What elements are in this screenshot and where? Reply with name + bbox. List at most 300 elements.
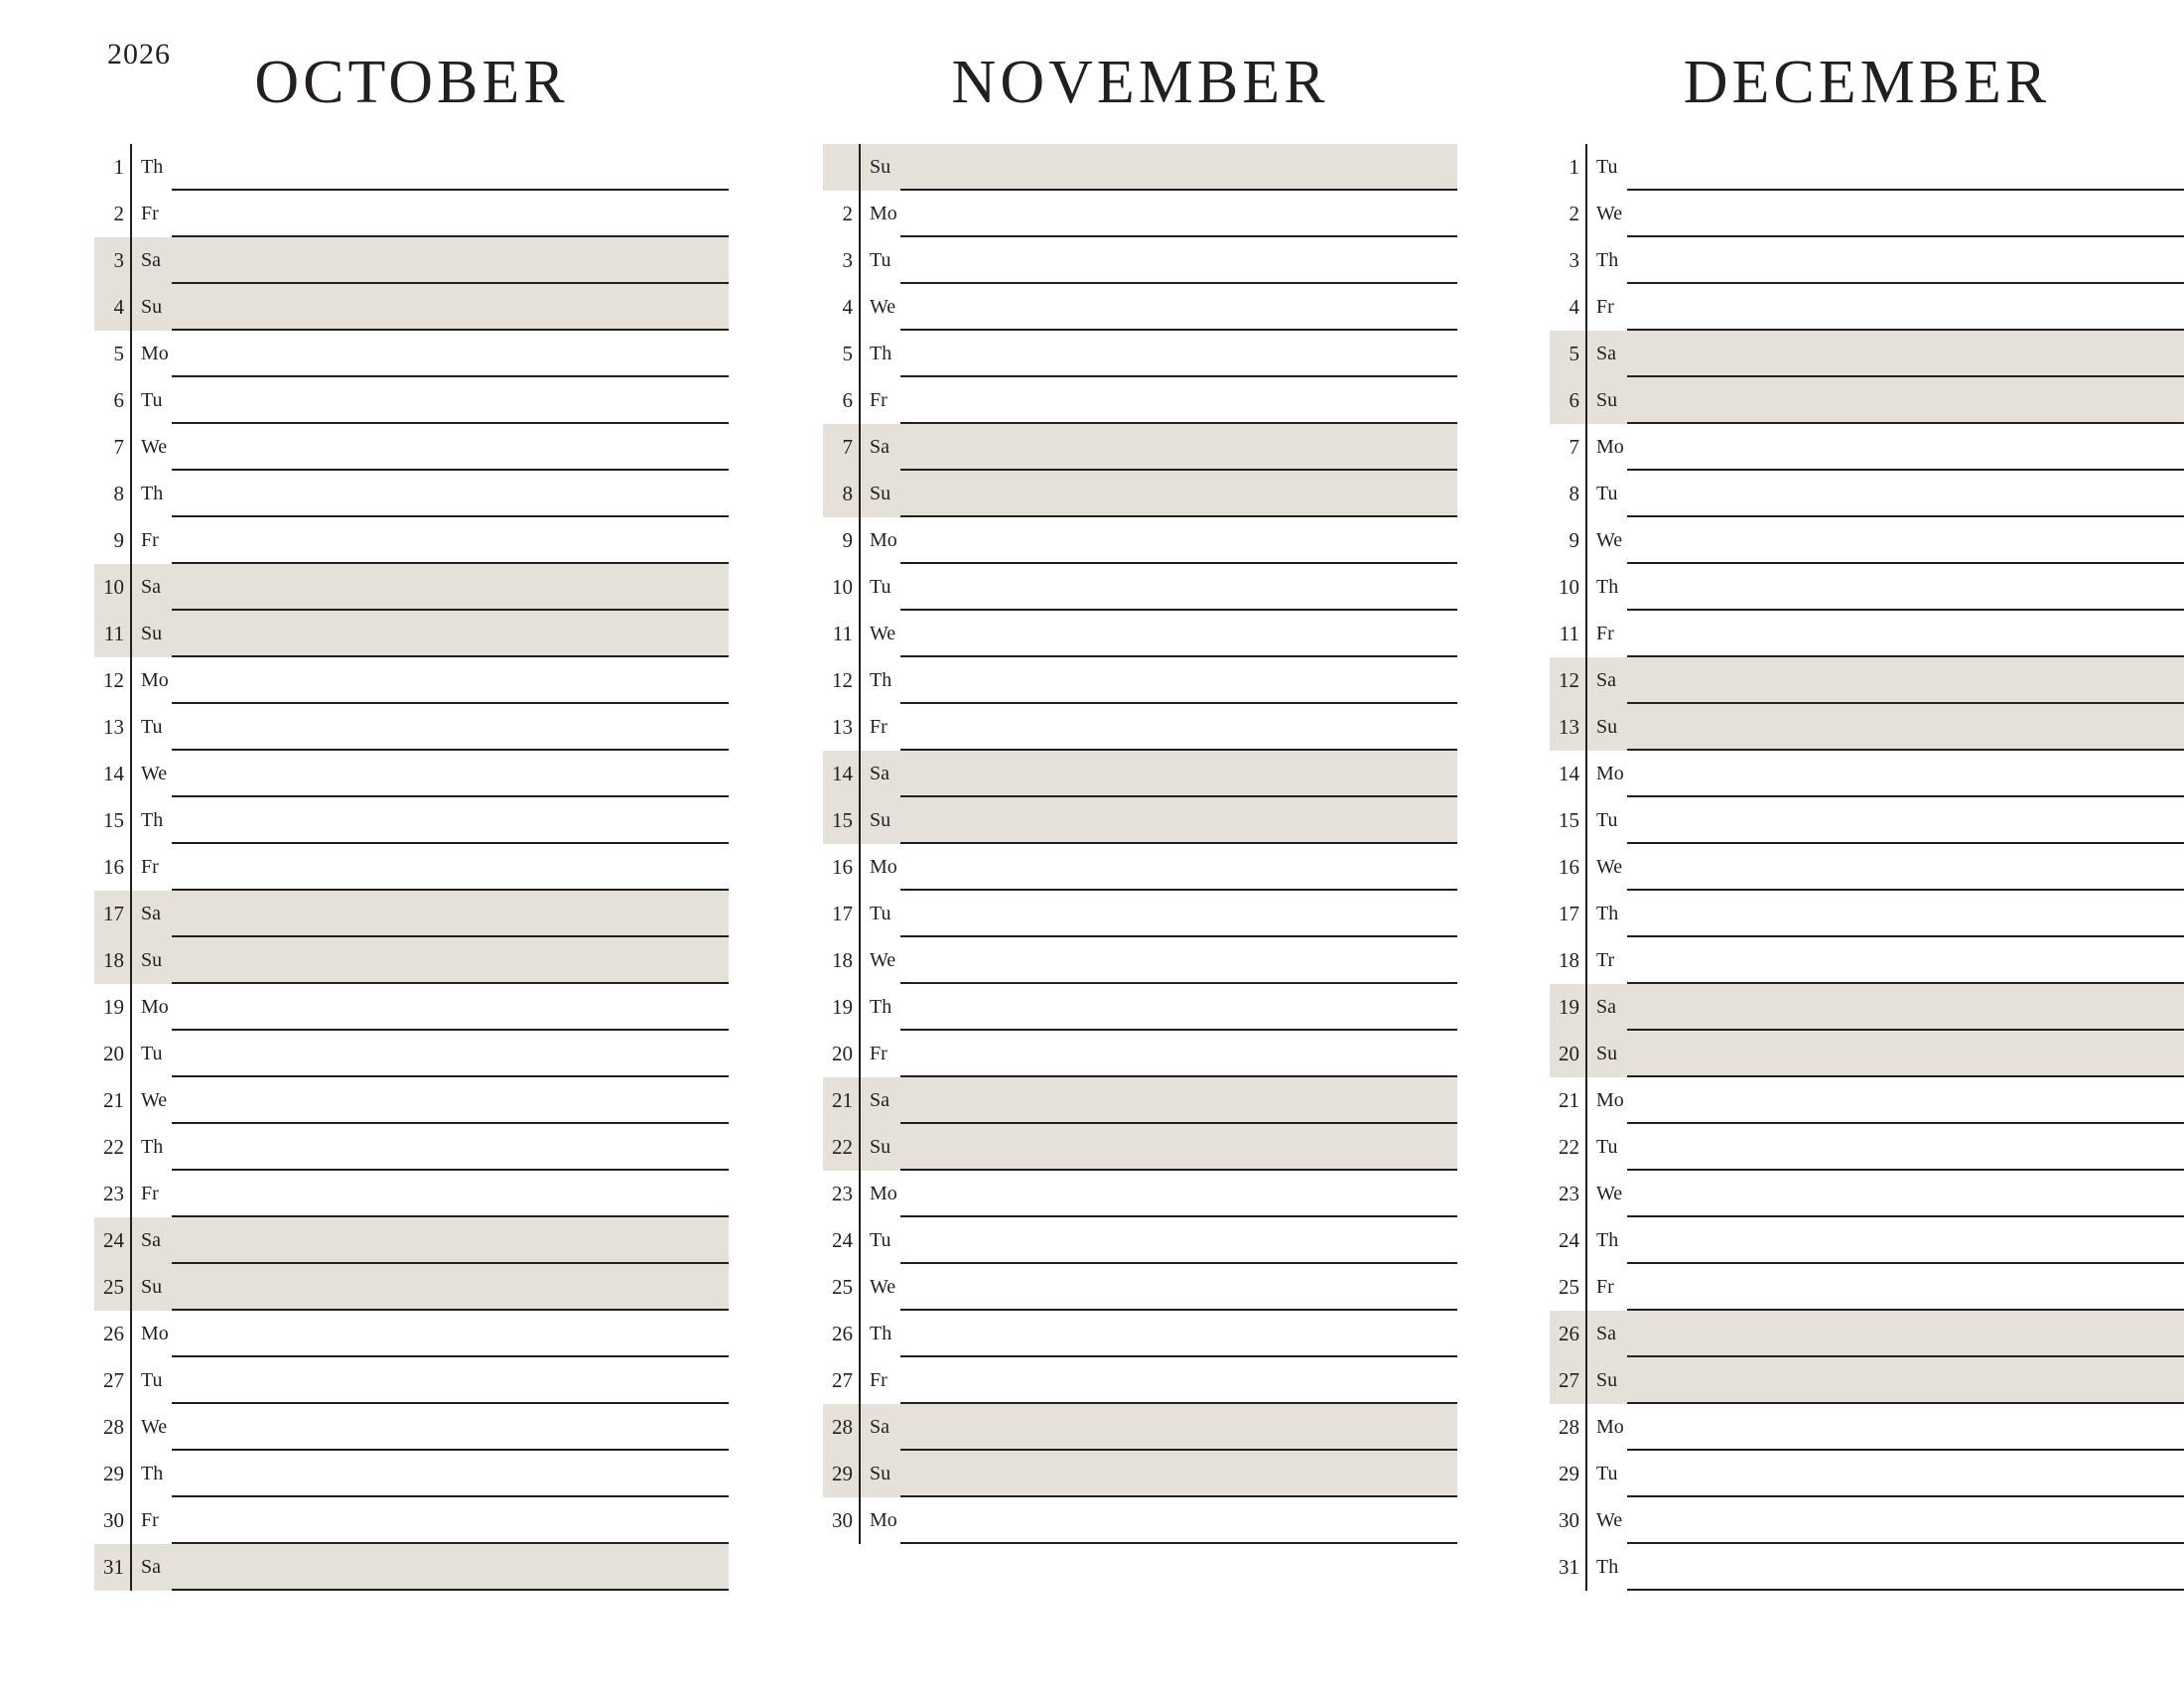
day-row[interactable] bbox=[823, 1171, 1457, 1217]
day-row[interactable] bbox=[1550, 891, 2184, 937]
day-row[interactable] bbox=[823, 564, 1457, 611]
weekday-abbrev: Tu bbox=[130, 377, 172, 424]
weekday-abbrev: Sa bbox=[130, 1544, 172, 1591]
day-row[interactable] bbox=[1550, 284, 2184, 331]
day-number: 3 bbox=[94, 237, 130, 284]
day-row[interactable] bbox=[1550, 331, 2184, 377]
day-entry-line[interactable] bbox=[1627, 1404, 2184, 1451]
day-row[interactable] bbox=[823, 237, 1457, 284]
day-entry-line[interactable] bbox=[1627, 284, 2184, 331]
day-entry-line[interactable] bbox=[900, 237, 1457, 284]
weekday-abbrev: Sa bbox=[859, 424, 900, 471]
day-row[interactable] bbox=[1550, 471, 2184, 517]
weekday-abbrev: Fr bbox=[859, 1357, 900, 1404]
weekday-abbrev: We bbox=[1585, 1171, 1627, 1217]
day-entry-line[interactable] bbox=[1627, 1311, 2184, 1357]
weekday-abbrev: Mo bbox=[859, 517, 900, 564]
day-number: 16 bbox=[832, 855, 853, 879]
day-number: 8 bbox=[1569, 482, 1579, 505]
day-entry-line[interactable] bbox=[1627, 844, 2184, 891]
day-number: 23 bbox=[1559, 1182, 1579, 1205]
day-entry-line[interactable] bbox=[900, 797, 1457, 844]
day-number: 30 bbox=[832, 1508, 853, 1532]
weekday-abbrev: Fr bbox=[1585, 284, 1627, 331]
day-entry-line[interactable] bbox=[172, 1264, 729, 1311]
day-number: 6 bbox=[113, 388, 124, 412]
day-number: 10 bbox=[832, 575, 853, 599]
day-entry-line[interactable] bbox=[172, 237, 729, 284]
weekday-abbrev: Tu bbox=[130, 704, 172, 751]
day-row[interactable] bbox=[94, 704, 729, 751]
day-number: 26 bbox=[103, 1322, 124, 1345]
day-row[interactable] bbox=[94, 1544, 729, 1591]
day-entry-line[interactable] bbox=[900, 751, 1457, 797]
weekday-abbrev: We bbox=[859, 284, 900, 331]
day-row[interactable] bbox=[94, 751, 729, 797]
day-entry-line[interactable] bbox=[1627, 1171, 2184, 1217]
weekday-abbrev: Th bbox=[1585, 891, 1627, 937]
day-entry-line[interactable] bbox=[1627, 611, 2184, 657]
weekday-abbrev: We bbox=[1585, 844, 1627, 891]
day-row[interactable] bbox=[823, 284, 1457, 331]
day-number: 5 bbox=[1550, 331, 1585, 377]
day-number: 21 bbox=[1559, 1088, 1579, 1112]
day-entry-line[interactable] bbox=[900, 611, 1457, 657]
day-entry-line[interactable] bbox=[1627, 1544, 2184, 1591]
day-number: 30 bbox=[1559, 1508, 1579, 1532]
day-number: 14 bbox=[103, 762, 124, 785]
day-number: 4 bbox=[94, 284, 130, 331]
weekday-abbrev: Th bbox=[130, 1124, 172, 1171]
day-entry-line[interactable] bbox=[172, 284, 729, 331]
day-entry-line[interactable] bbox=[1627, 704, 2184, 751]
day-entry-line[interactable] bbox=[1627, 984, 2184, 1031]
day-entry-line[interactable] bbox=[172, 424, 729, 471]
weekday-abbrev: We bbox=[1585, 191, 1627, 237]
day-entry-line[interactable] bbox=[900, 1124, 1457, 1171]
day-row[interactable] bbox=[94, 237, 729, 284]
day-row[interactable] bbox=[823, 1497, 1457, 1544]
day-number: 3 bbox=[842, 248, 853, 272]
day-entry-line[interactable] bbox=[172, 377, 729, 424]
day-row[interactable] bbox=[1550, 424, 2184, 471]
day-row[interactable] bbox=[823, 471, 1457, 517]
day-entry-line[interactable] bbox=[900, 1217, 1457, 1264]
day-entry-line[interactable] bbox=[1627, 1031, 2184, 1077]
day-row[interactable] bbox=[823, 657, 1457, 704]
weekday-abbrev: Tu bbox=[859, 564, 900, 611]
day-number: 24 bbox=[1559, 1228, 1579, 1252]
weekday-abbrev: Su bbox=[130, 937, 172, 984]
day-entry-line[interactable] bbox=[172, 611, 729, 657]
day-number: 7 bbox=[823, 424, 859, 471]
weekday-abbrev: Fr bbox=[130, 191, 172, 237]
day-entry-line[interactable] bbox=[900, 1357, 1457, 1404]
day-row[interactable] bbox=[94, 844, 729, 891]
day-entry-line[interactable] bbox=[1627, 424, 2184, 471]
day-row[interactable] bbox=[1550, 1451, 2184, 1497]
day-row[interactable] bbox=[823, 1451, 1457, 1497]
day-entry-line[interactable] bbox=[1627, 797, 2184, 844]
day-row[interactable] bbox=[823, 1217, 1457, 1264]
day-row[interactable] bbox=[94, 564, 729, 611]
day-entry-line[interactable] bbox=[172, 797, 729, 844]
weekday-abbrev: Th bbox=[859, 657, 900, 704]
day-row[interactable] bbox=[94, 1077, 729, 1124]
day-number: 31 bbox=[94, 1544, 130, 1591]
weekday-abbrev: Tu bbox=[1585, 797, 1627, 844]
day-entry-line[interactable] bbox=[900, 1171, 1457, 1217]
day-number: 30 bbox=[103, 1508, 124, 1532]
day-row[interactable] bbox=[1550, 517, 2184, 564]
day-number: 10 bbox=[94, 564, 130, 611]
day-entry-line[interactable] bbox=[1627, 144, 2184, 191]
day-entry-line[interactable] bbox=[172, 844, 729, 891]
day-row[interactable] bbox=[94, 797, 729, 844]
day-row[interactable] bbox=[823, 704, 1457, 751]
weekday-abbrev: We bbox=[130, 751, 172, 797]
day-row[interactable] bbox=[823, 1264, 1457, 1311]
day-entry-line[interactable] bbox=[900, 191, 1457, 237]
weekday-abbrev: Sa bbox=[130, 891, 172, 937]
weekday-abbrev: Tu bbox=[130, 1357, 172, 1404]
day-row[interactable] bbox=[823, 1311, 1457, 1357]
day-entry-line[interactable] bbox=[172, 1404, 729, 1451]
day-row[interactable] bbox=[1550, 1031, 2184, 1077]
day-entry-line[interactable] bbox=[172, 891, 729, 937]
day-row[interactable] bbox=[1550, 1217, 2184, 1264]
day-entry-line[interactable] bbox=[900, 844, 1457, 891]
day-row[interactable] bbox=[1550, 564, 2184, 611]
day-row[interactable] bbox=[94, 1031, 729, 1077]
weekday-abbrev: Sa bbox=[130, 237, 172, 284]
day-entry-line[interactable] bbox=[172, 1544, 729, 1591]
weekday-abbrev: Fr bbox=[130, 1497, 172, 1544]
month-column-october bbox=[94, 0, 729, 1688]
weekday-abbrev: We bbox=[130, 424, 172, 471]
weekday-abbrev: We bbox=[1585, 517, 1627, 564]
month-grid-december bbox=[1550, 144, 2184, 1591]
day-number: 15 bbox=[103, 808, 124, 832]
day-number: 28 bbox=[103, 1415, 124, 1439]
day-entry-line[interactable] bbox=[1627, 1077, 2184, 1124]
day-entry-line[interactable] bbox=[172, 1451, 729, 1497]
day-row[interactable] bbox=[823, 1031, 1457, 1077]
weekday-abbrev: Mo bbox=[859, 1171, 900, 1217]
weekday-abbrev: Th bbox=[859, 331, 900, 377]
day-entry-line[interactable] bbox=[172, 191, 729, 237]
weekday-abbrev: Mo bbox=[130, 657, 172, 704]
day-number: 9 bbox=[1569, 528, 1579, 552]
day-row[interactable] bbox=[94, 144, 729, 191]
day-entry-line[interactable] bbox=[1627, 1497, 2184, 1544]
day-row[interactable] bbox=[94, 284, 729, 331]
day-entry-line[interactable] bbox=[900, 564, 1457, 611]
weekday-abbrev: Mo bbox=[130, 1311, 172, 1357]
day-number: 9 bbox=[113, 528, 124, 552]
weekday-abbrev: Sa bbox=[1585, 1311, 1627, 1357]
weekday-abbrev: Tu bbox=[859, 1217, 900, 1264]
day-row[interactable] bbox=[1550, 611, 2184, 657]
day-row[interactable] bbox=[94, 1357, 729, 1404]
day-entry-line[interactable] bbox=[172, 1217, 729, 1264]
day-number: 18 bbox=[94, 937, 130, 984]
day-entry-line[interactable] bbox=[1627, 517, 2184, 564]
day-row[interactable] bbox=[1550, 984, 2184, 1031]
day-entry-line[interactable] bbox=[172, 144, 729, 191]
day-row[interactable] bbox=[823, 191, 1457, 237]
day-entry-line[interactable] bbox=[1627, 1217, 2184, 1264]
weekday-abbrev: Mo bbox=[859, 191, 900, 237]
day-entry-line[interactable] bbox=[900, 331, 1457, 377]
day-row[interactable] bbox=[1550, 1264, 2184, 1311]
day-entry-line[interactable] bbox=[900, 144, 1457, 191]
day-row[interactable] bbox=[1550, 191, 2184, 237]
day-entry-line[interactable] bbox=[172, 471, 729, 517]
day-row[interactable] bbox=[94, 1451, 729, 1497]
day-row[interactable] bbox=[1550, 1171, 2184, 1217]
day-row[interactable] bbox=[1550, 751, 2184, 797]
day-entry-line[interactable] bbox=[172, 1357, 729, 1404]
day-entry-line[interactable] bbox=[172, 704, 729, 751]
day-row[interactable] bbox=[823, 1124, 1457, 1171]
day-row[interactable] bbox=[94, 657, 729, 704]
day-row[interactable] bbox=[94, 1404, 729, 1451]
day-entry-line[interactable] bbox=[900, 657, 1457, 704]
day-number: 13 bbox=[832, 715, 853, 739]
day-row[interactable] bbox=[1550, 1404, 2184, 1451]
day-entry-line[interactable] bbox=[1627, 564, 2184, 611]
day-row[interactable] bbox=[1550, 1311, 2184, 1357]
day-entry-line[interactable] bbox=[1627, 331, 2184, 377]
weekday-abbrev: Sa bbox=[1585, 657, 1627, 704]
day-entry-line[interactable] bbox=[172, 1497, 729, 1544]
day-row[interactable] bbox=[1550, 1544, 2184, 1591]
day-row[interactable] bbox=[823, 751, 1457, 797]
day-row[interactable] bbox=[1550, 144, 2184, 191]
day-row[interactable] bbox=[823, 377, 1457, 424]
day-number: 3 bbox=[1569, 248, 1579, 272]
weekday-abbrev: Su bbox=[859, 797, 900, 844]
weekday-abbrev: Su bbox=[859, 1451, 900, 1497]
day-number: 10 bbox=[1559, 575, 1579, 599]
day-row[interactable] bbox=[1550, 844, 2184, 891]
day-row[interactable] bbox=[94, 937, 729, 984]
day-entry-line[interactable] bbox=[900, 1451, 1457, 1497]
day-entry-line[interactable] bbox=[172, 1171, 729, 1217]
day-entry-line[interactable] bbox=[900, 471, 1457, 517]
day-entry-line[interactable] bbox=[900, 284, 1457, 331]
day-entry-line[interactable] bbox=[1627, 1264, 2184, 1311]
weekday-abbrev: We bbox=[1585, 1497, 1627, 1544]
weekday-abbrev: Th bbox=[859, 1311, 900, 1357]
day-entry-line[interactable] bbox=[900, 1264, 1457, 1311]
day-row[interactable] bbox=[823, 1077, 1457, 1124]
day-entry-line[interactable] bbox=[1627, 657, 2184, 704]
day-number: 27 bbox=[1550, 1357, 1585, 1404]
day-entry-line[interactable] bbox=[900, 1497, 1457, 1544]
day-row[interactable] bbox=[1550, 237, 2184, 284]
weekday-abbrev: Th bbox=[1585, 1217, 1627, 1264]
weekday-abbrev: Sa bbox=[130, 564, 172, 611]
weekday-abbrev: Su bbox=[130, 611, 172, 657]
day-row[interactable] bbox=[94, 331, 729, 377]
weekday-abbrev: Th bbox=[1585, 237, 1627, 284]
weekday-abbrev: Su bbox=[130, 284, 172, 331]
day-entry-line[interactable] bbox=[1627, 1357, 2184, 1404]
day-row[interactable] bbox=[823, 424, 1457, 471]
weekday-abbrev: Su bbox=[1585, 1357, 1627, 1404]
day-entry-line[interactable] bbox=[172, 1124, 729, 1171]
weekday-abbrev: Th bbox=[130, 1451, 172, 1497]
day-entry-line[interactable] bbox=[900, 984, 1457, 1031]
day-entry-line[interactable] bbox=[1627, 751, 2184, 797]
day-number: 8 bbox=[823, 471, 859, 517]
day-row[interactable] bbox=[823, 891, 1457, 937]
day-entry-line[interactable] bbox=[900, 704, 1457, 751]
day-number: 29 bbox=[823, 1451, 859, 1497]
day-row[interactable] bbox=[94, 1124, 729, 1171]
day-entry-line[interactable] bbox=[172, 1077, 729, 1124]
weekday-abbrev: Su bbox=[859, 1124, 900, 1171]
day-row[interactable] bbox=[823, 1357, 1457, 1404]
day-entry-line[interactable] bbox=[900, 517, 1457, 564]
day-row[interactable] bbox=[94, 1311, 729, 1357]
weekday-abbrev: We bbox=[859, 1264, 900, 1311]
day-row[interactable] bbox=[823, 144, 1457, 191]
day-entry-line[interactable] bbox=[172, 517, 729, 564]
day-number: 1 bbox=[1569, 155, 1579, 179]
weekday-abbrev: Fr bbox=[1585, 611, 1627, 657]
day-row[interactable] bbox=[94, 1217, 729, 1264]
day-row[interactable] bbox=[1550, 797, 2184, 844]
weekday-abbrev: Tu bbox=[130, 1031, 172, 1077]
day-row[interactable] bbox=[1550, 1124, 2184, 1171]
day-entry-line[interactable] bbox=[172, 1311, 729, 1357]
day-number: 19 bbox=[1550, 984, 1585, 1031]
weekday-abbrev: Su bbox=[1585, 1031, 1627, 1077]
day-number: 14 bbox=[823, 751, 859, 797]
day-entry-line[interactable] bbox=[172, 1031, 729, 1077]
day-row[interactable] bbox=[823, 984, 1457, 1031]
day-row[interactable] bbox=[94, 1497, 729, 1544]
day-row[interactable] bbox=[94, 891, 729, 937]
day-row[interactable] bbox=[94, 471, 729, 517]
day-row[interactable] bbox=[1550, 377, 2184, 424]
day-row[interactable] bbox=[823, 517, 1457, 564]
day-row[interactable] bbox=[94, 191, 729, 237]
day-row[interactable] bbox=[823, 1404, 1457, 1451]
day-entry-line[interactable] bbox=[172, 331, 729, 377]
year-label: 2026 bbox=[107, 38, 171, 70]
weekday-abbrev: Su bbox=[1585, 704, 1627, 751]
day-number: 2 bbox=[113, 202, 124, 225]
day-number: 19 bbox=[832, 995, 853, 1019]
weekday-abbrev: Fr bbox=[859, 1031, 900, 1077]
weekday-abbrev: Su bbox=[1585, 377, 1627, 424]
day-row[interactable] bbox=[823, 797, 1457, 844]
day-row[interactable] bbox=[1550, 1357, 2184, 1404]
day-row[interactable] bbox=[823, 937, 1457, 984]
weekday-abbrev: Th bbox=[1585, 564, 1627, 611]
day-entry-line[interactable] bbox=[172, 751, 729, 797]
day-number: 27 bbox=[832, 1368, 853, 1392]
day-number: 11 bbox=[832, 622, 853, 645]
weekday-abbrev: Fr bbox=[859, 704, 900, 751]
day-row[interactable] bbox=[94, 1264, 729, 1311]
day-number: 12 bbox=[1550, 657, 1585, 704]
day-entry-line[interactable] bbox=[900, 891, 1457, 937]
day-number: 9 bbox=[842, 528, 853, 552]
day-entry-line[interactable] bbox=[900, 1031, 1457, 1077]
day-number bbox=[823, 144, 859, 191]
day-number: 6 bbox=[842, 388, 853, 412]
day-row[interactable] bbox=[1550, 937, 2184, 984]
weekday-abbrev: Sa bbox=[859, 751, 900, 797]
day-row[interactable] bbox=[94, 1171, 729, 1217]
day-entry-line[interactable] bbox=[172, 564, 729, 611]
day-entry-line[interactable] bbox=[900, 937, 1457, 984]
weekday-abbrev: Th bbox=[130, 144, 172, 191]
day-number: 19 bbox=[103, 995, 124, 1019]
day-number: 23 bbox=[103, 1182, 124, 1205]
day-entry-line[interactable] bbox=[900, 424, 1457, 471]
day-row[interactable] bbox=[94, 424, 729, 471]
day-number: 29 bbox=[103, 1462, 124, 1485]
day-entry-line[interactable] bbox=[1627, 377, 2184, 424]
day-entry-line[interactable] bbox=[1627, 191, 2184, 237]
weekday-abbrev: We bbox=[130, 1077, 172, 1124]
day-number: 8 bbox=[113, 482, 124, 505]
day-entry-line[interactable] bbox=[900, 1077, 1457, 1124]
day-row[interactable] bbox=[1550, 704, 2184, 751]
day-row[interactable] bbox=[1550, 657, 2184, 704]
day-number: 22 bbox=[1559, 1135, 1579, 1159]
day-entry-line[interactable] bbox=[1627, 471, 2184, 517]
day-row[interactable] bbox=[94, 517, 729, 564]
day-entry-line[interactable] bbox=[1627, 1451, 2184, 1497]
month-grid-october bbox=[94, 144, 729, 1591]
day-entry-line[interactable] bbox=[172, 984, 729, 1031]
weekday-abbrev: Th bbox=[130, 471, 172, 517]
day-row[interactable] bbox=[823, 611, 1457, 657]
day-row[interactable] bbox=[94, 611, 729, 657]
weekday-abbrev: Mo bbox=[1585, 751, 1627, 797]
day-entry-line[interactable] bbox=[172, 657, 729, 704]
day-entry-line[interactable] bbox=[900, 377, 1457, 424]
weekday-abbrev: Mo bbox=[1585, 1077, 1627, 1124]
weekday-abbrev: Mo bbox=[130, 331, 172, 377]
day-row[interactable] bbox=[823, 331, 1457, 377]
day-row[interactable] bbox=[94, 377, 729, 424]
day-entry-line[interactable] bbox=[1627, 891, 2184, 937]
weekday-abbrev: Sa bbox=[859, 1404, 900, 1451]
day-entry-line[interactable] bbox=[172, 937, 729, 984]
day-entry-line[interactable] bbox=[1627, 1124, 2184, 1171]
day-row[interactable] bbox=[94, 984, 729, 1031]
day-entry-line[interactable] bbox=[900, 1311, 1457, 1357]
day-entry-line[interactable] bbox=[1627, 937, 2184, 984]
day-number: 20 bbox=[1550, 1031, 1585, 1077]
weekday-abbrev: Sa bbox=[1585, 331, 1627, 377]
day-entry-line[interactable] bbox=[900, 1404, 1457, 1451]
day-entry-line[interactable] bbox=[1627, 237, 2184, 284]
day-row[interactable] bbox=[1550, 1497, 2184, 1544]
day-number: 26 bbox=[1550, 1311, 1585, 1357]
day-row[interactable] bbox=[823, 844, 1457, 891]
weekday-abbrev: Th bbox=[859, 984, 900, 1031]
day-row[interactable] bbox=[1550, 1077, 2184, 1124]
